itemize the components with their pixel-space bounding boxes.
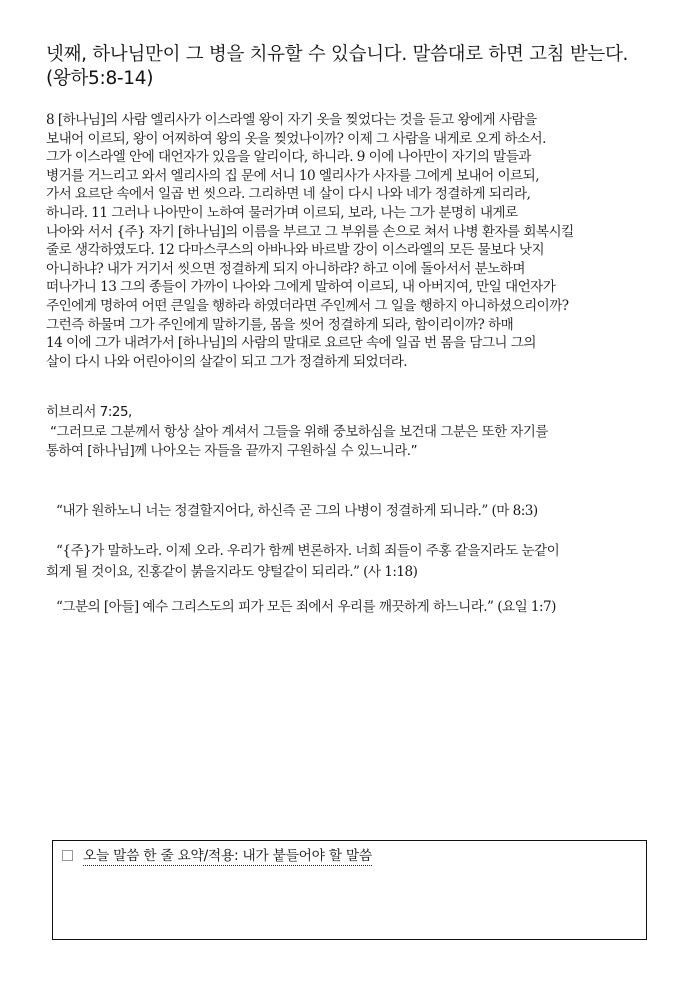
summary-box[interactable] — [52, 840, 647, 940]
hebrews-quote-line: 통하여 [하나님]께 나아오는 자들을 끝까지 구원하실 수 있느니라.” — [46, 444, 418, 459]
passage-line: 병거를 거느리고 와서 엘리사의 집 문에 서니 10 엘리사가 사자를 그에게 보내어 이르되, — [46, 167, 539, 184]
hebrews-reference: 히브리서 7:25, — [46, 405, 132, 420]
quote-isaiah — [46, 541, 666, 583]
passage-line: 떠나가니 13 그의 종들이 가까이 나아와 그에게 말하여 이르되, 내 아버지여, 만일 대언자가 — [46, 279, 556, 296]
summary-checkbox[interactable] — [62, 850, 73, 861]
passage-line: 보내어 이르되, 왕이 어찌하여 왕의 옷을 찢었나이까? 이제 그 사람을 내게로 오게 하소서. — [46, 130, 546, 147]
passage-line: 하니라. 11 그러나 나아만이 노하여 물러가며 이르되, 보라, 나는 그가 분명히 내게로 — [46, 204, 518, 221]
quote-line: “그분의 [아들] 예수 그리스도의 피가 모든 죄에서 우리를 깨끗하게 하느니라.” (요일 1:7) — [56, 599, 556, 615]
section-heading — [46, 43, 656, 91]
quote-matthew — [46, 501, 666, 522]
passage-line: 가서 요르단 속에서 일곱 번 씻으라. 그리하면 네 살이 다시 나와 네가 정결하게 되리라, — [46, 186, 531, 203]
passage-line: 줄로 생각하였도다. 12 다마스쿠스의 아바나와 바르발 강이 이스라엘의 모든 물보다 낫지 — [46, 242, 545, 259]
scripture-hebrews — [46, 403, 666, 462]
summary-header — [62, 844, 372, 866]
passage-line: 아니하냐? 내가 거기서 씻으면 정결하게 되지 아니하랴? 하고 이에 돌아서서 분노하며 — [46, 260, 525, 277]
quote-1john — [46, 597, 666, 618]
scripture-passage-2kings — [46, 111, 666, 371]
quote-line: 희게 될 것이요, 진홍같이 붉을지라도 양털같이 되리라.” (사 1:18) — [46, 564, 418, 580]
passage-line: 8 [하나님]의 사람 엘리사가 이스라엘 왕이 자기 옷을 찢었다는 것을 듣고 왕에게 사람을 — [46, 112, 537, 128]
quote-line: “{주}가 말하노라. 이제 오라. 우리가 함께 변론하자. 너희 죄들이 주홍 같을지라도 눈같이 — [56, 543, 560, 559]
passage-line: 그런즉 하물며 그가 주인에게 말하기를, 몸을 씻어 정결하게 되라, 함이리이까? 하매 — [46, 316, 514, 333]
passage-line: 살이 다시 나와 어린아이의 살같이 되고 그가 정결하게 되었더라. — [46, 353, 408, 370]
heading-line-1: 넷째, 하나님만이 그 병을 치유할 수 있습니다. 말씀대로 하면 고침 받는다. — [46, 44, 629, 65]
passage-line: 나아와 서서 {주} 자기 [하나님]의 이름을 부르고 그 부위를 손으로 쳐서 나병 환자를 회복시킬 — [46, 223, 574, 240]
passage-line: 14 이에 그가 내려가서 [하나님]의 사람의 말대로 요르단 속에 일곱 번 몸을 담그니 그의 — [46, 335, 536, 352]
hebrews-quote-line: “그러므로 그분께서 항상 살아 계셔서 그들을 위해 중보하심을 보건대 그분은 또한 자기를 — [50, 424, 548, 440]
quote-line: “내가 원하노니 너는 정결할지어다, 하신즉 곧 그의 나병이 정결하게 되니라.” (마 8:3) — [56, 503, 538, 519]
passage-line: 그가 이스라엘 안에 대언자가 있음을 알리이다, 하니라. 9 이에 나아만이 자기의 말들과 — [46, 149, 531, 166]
passage-line: 주인에게 명하여 어떤 큰일을 행하라 하였더라면 주인께서 그 일을 행하지 아니하셨으리이까? — [46, 297, 569, 314]
heading-line-2: (왕하5:8-14) — [46, 68, 154, 89]
summary-label: 오늘 말씀 한 줄 요약/적용: 내가 붙들어야 할 말씀 — [83, 844, 372, 866]
